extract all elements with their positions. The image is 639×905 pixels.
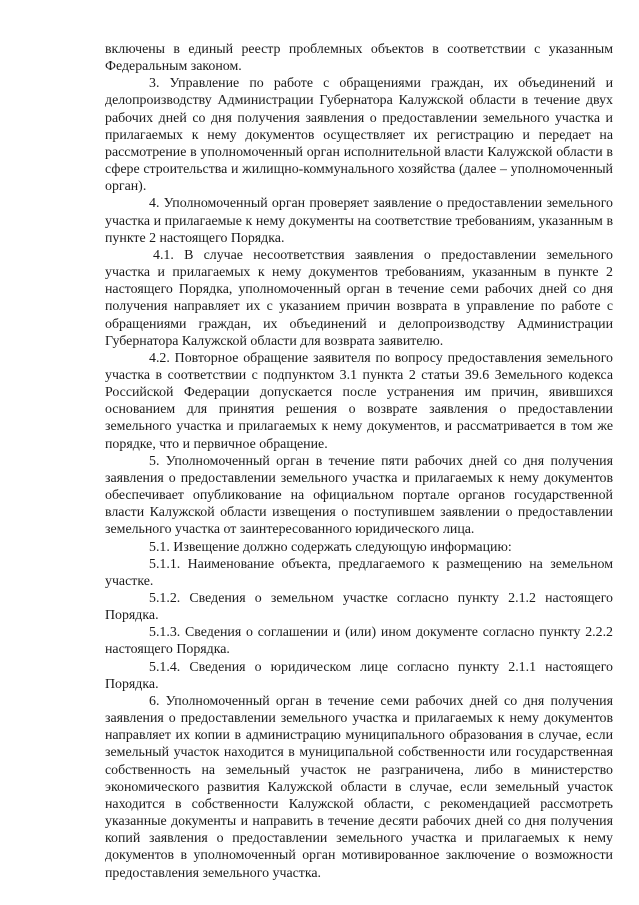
paragraph-5-1-3: 5.1.3. Сведения о соглашении и (или) ином документе согласно пункту 2.2.2 настоящего Порядка. bbox=[105, 625, 613, 658]
paragraph-5-1-1: 5.1.1. Наименование объекта, предлагаемого к размещению на земельном участке. bbox=[105, 556, 613, 589]
paragraph-6: 6. Уполномоченный орган в течение семи рабочих дней со дня получения заявления о предоставлении земельного участка и прилагаемых к нему документов направляет их копии в администрацию муниципального образования в случае, если земельный участок находится в муниципальной собственности или государственная собственность на земельный участок не разграничена, либо в министерство экономического развития Калужской области в случае, если земельный участок находится в собственности Калужской области, с рекомендацией рассмотреть указанные документы и направить в течение десяти рабочих дней со дня получения копий заявления о предоставлении земельного участка и прилагаемых к нему документов в уполномоченный орган мотивированное заключение о возможности предоставления земельного участка. bbox=[105, 693, 613, 881]
paragraph-continuation: включены в единый реестр проблемных объектов в соответствии с указанным Федеральным законом. bbox=[105, 42, 613, 75]
paragraph-5-1-2: 5.1.2. Сведения о земельном участке согласно пункту 2.1.2 настоящего Порядка. bbox=[105, 591, 613, 624]
paragraph-4: 4. Уполномоченный орган проверяет заявление о предоставлении земельного участка и прилагаемые к нему документы на соответствие требованиям, указанным в пункте 2 настоящего Порядка. bbox=[105, 196, 613, 246]
paragraph-5-1: 5.1. Извещение должно содержать следующую информацию: bbox=[149, 539, 512, 555]
paragraph-5: 5. Уполномоченный орган в течение пяти рабочих дней со дня получения заявления о предоставлении земельного участка и прилагаемых к нему документов обеспечивает опубликование на официальном портале органов государственной власти Калужской области извещения о поступившем заявлении о предоставлении земельного участка от заинтересованного юридического лица. bbox=[105, 453, 613, 538]
paragraph-3: 3. Управление по работе с обращениями граждан, их объединений и делопроизводству Администрации Губернатора Калужской области в течение двух рабочих дней со дня получения заявления о предоставлении земельного участка и прилагаемых к нему документов осуществляет их регистрацию и передает на рассмотрение в уполномоченный орган исполнительной власти Калужской области в сфере строительства и жилищно-коммунального хозяйства (далее – уполномоченный орган). bbox=[105, 76, 613, 195]
paragraph-4-1: 4.1. В случае несоответствия заявления о предоставлении земельного участка и прилагаемых к нему документов требованиям, указанным в пункте 2 настоящего Порядка, уполномоченный орган в течение семи рабочих дней со дня получения направляет их с указанием причин возврата в управление по работе с обращениями граждан, их объединений и делопроизводству Администрации Губернатора Калужской области для возврата заявителю. bbox=[105, 247, 613, 349]
paragraph-5-1-4: 5.1.4. Сведения о юридическом лице согласно пункту 2.1.1 настоящего Порядка. bbox=[105, 659, 613, 692]
document-body bbox=[105, 41, 613, 882]
paragraph-4-2: 4.2. Повторное обращение заявителя по вопросу предоставления земельного участка в соответствии с подпунктом 3.1 пункта 2 статьи 39.6 Земельного кодекса Российской Федерации допускается после устранения им причин, явившихся основанием для принятия решения о возврате заявления о предоставлении земельного участка и прилагаемых к нему документов, и рассматривается в том же порядке, что и первичное обращение. bbox=[105, 350, 613, 452]
